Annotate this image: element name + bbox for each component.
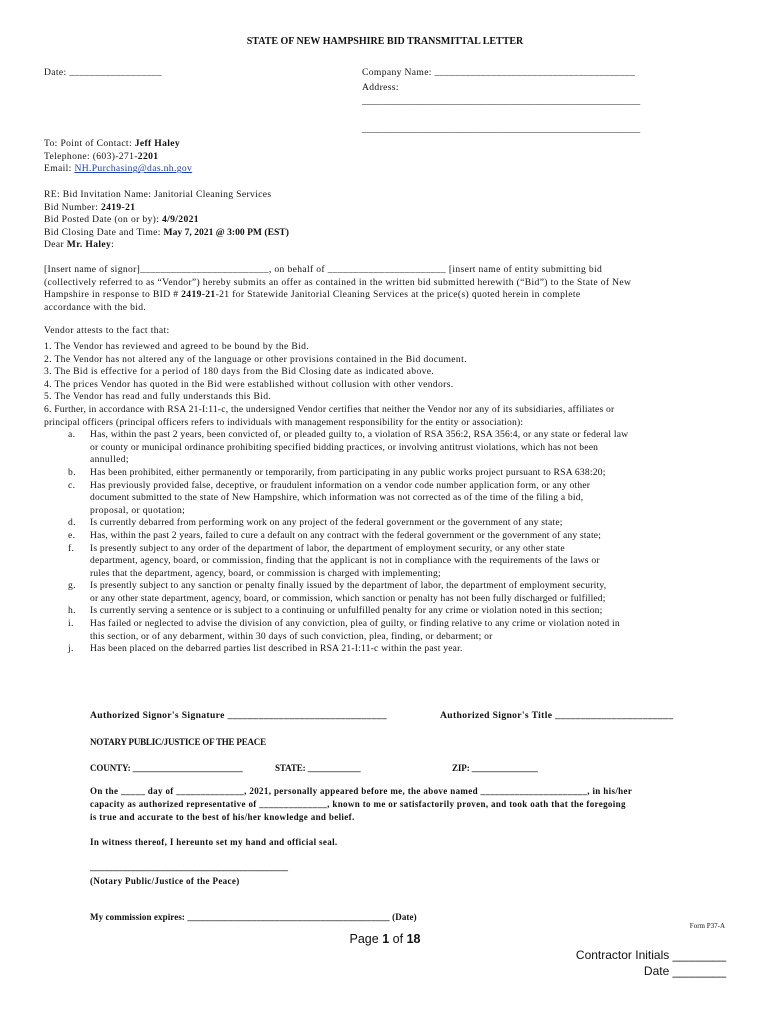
contact-label: To: Point of Contact:: [44, 138, 132, 149]
address-line-2: __________________________________________________________: [362, 124, 641, 135]
notary-paragraph: On the _____ day of ______________, 2021, personally appeared before me, the above named ______________________, in his/her capacity as authorized representative of ______________, known to me or satisfactorily proven, and took oath that the foregoing is true and accurate to the best of his/her knowledge and belief.: [90, 786, 633, 822]
signature-row: [90, 710, 720, 721]
list-item: 5. The Vendor has read and fully understands this Bid.: [44, 391, 272, 403]
bid-invitation-label: RE: Bid Invitation Name:: [44, 189, 152, 200]
address-label: Address:: [362, 82, 399, 93]
list-item: 6. Further, in accordance with RSA 21-I:11-c, the undersigned Vendor certifies that neither the Vendor nor any of its subsidiaries, affiliates or: [44, 403, 615, 415]
date-field: Date: __________________: [44, 67, 162, 78]
email-label: Email:: [44, 163, 72, 175]
notary-signature-caption: (Notary Public/Justice of the Peace): [90, 876, 240, 886]
bid-reference-suffix: -21: [215, 289, 230, 301]
notary-signature-line[interactable]: ______________________________________________: [90, 862, 288, 872]
contact-name: Jeff Haley: [134, 138, 181, 149]
intro-line: accordance with the bid.: [44, 301, 147, 313]
form-code: Form P37-A: [689, 922, 725, 930]
bid-number-label: Bid Number:: [44, 201, 99, 213]
bid-posted-label: Bid Posted Date (on or by):: [44, 214, 160, 226]
page-number: 1: [382, 932, 390, 946]
commission-expires-field[interactable]: My commission expires: ____________________________________________ (Date): [90, 912, 417, 922]
county-field[interactable]: COUNTY: _________________________: [90, 763, 243, 773]
page-indicator: [0, 932, 770, 946]
email-link[interactable]: NH.Purchasing@das.nh.gov: [74, 163, 193, 175]
page-label: Page: [349, 932, 379, 946]
phone-value: 2201: [137, 150, 159, 162]
sub-item-d: d. Is currently debarred from performing work on any project of the federal government or the government of any state;: [68, 517, 563, 529]
intro-line-end: for Statewide Janitorial Cleaning Services at the price(s) quoted herein in complete: [232, 289, 581, 301]
intro-line-start: Hampshire in response to BID #: [44, 289, 179, 301]
list-item: 2. The Vendor has not altered any of the language or other provisions contained in the Bid document.: [44, 353, 467, 365]
list-item: principal officers (principal officers refers to individuals with management responsibility for the entity or association):: [44, 416, 524, 428]
bid-invitation-value: Janitorial Cleaning Services: [154, 189, 272, 200]
list-item: 4. The prices Vendor has quoted in the Bid were established without collusion with other vendors.: [44, 378, 454, 390]
list-item: 1. The Vendor has reviewed and agreed to be bound by the Bid.: [44, 341, 310, 352]
sub-item-i: i. Has failed or neglected to advise the division of any conviction, plea of guilty, or finding relative to any crime or violation noted in this section, or of any debarment, within 30 days of such conviction, plea, finding, or debarment; or: [68, 618, 620, 642]
title-field[interactable]: Authorized Signor's Title _______________________: [440, 710, 674, 721]
page-of: of: [392, 932, 404, 946]
intro-line: [44, 289, 728, 302]
contractor-initials[interactable]: Contractor Initials ________: [575, 948, 726, 962]
intro-line: [Insert name of signor]_________________________, on behalf of _______________________ [insert name of entity submitting bid: [44, 264, 603, 275]
bid-reference: 2419-21: [181, 289, 216, 301]
sub-item-j: j. Has been placed on the debarred parties list described in RSA 21-I:11-c within the past year.: [68, 643, 463, 655]
footer-date[interactable]: Date ________: [643, 964, 726, 978]
bid-closing-value: May 7, 2021 @ 3:00 PM (EST): [163, 226, 289, 238]
sub-item-f: f. Is presently subject to any order of the department of labor, the department of employment security, or any other state department, agency, board, or commission, finding that the applicant is not in compliance with the requirements of the laws or rules that the department, agency, board, or commission is charged with implementing;: [68, 542, 600, 579]
list-item: 3. The Bid is effective for a period of 180 days from the Bid Closing date as indicated above.: [44, 366, 435, 378]
intro-paragraph: [44, 264, 728, 314]
sub-item-e: e. Has, within the past 2 years, failed to cure a default on any contract with the federal government or the government of any state;: [68, 529, 602, 541]
salutation-name: Mr. Haley: [66, 239, 112, 251]
re-block: [44, 189, 289, 252]
notary-heading: NOTARY PUBLIC/JUSTICE OF THE PEACE: [90, 737, 266, 747]
state-field[interactable]: STATE: ____________: [275, 763, 361, 773]
attests-list: [44, 341, 728, 656]
sub-item-a: a. Has, within the past 2 years, been convicted of, or pleaded guilty to, a violation of RSA 356:2, RSA 356:4, or any state or federal law or county or municipal ordinance prohibiting specified bidding practices, or involving antitrust violations, which has not been annulled;: [68, 429, 629, 466]
signature-field[interactable]: Authorized Signor's Signature _______________________________: [90, 710, 388, 721]
sub-item-c: c. Has previously provided false, deceptive, or fraudulent information on a vendor code number application form, or any other document submitted to the state of New Hampshire, which information was not corrected as of the time of the filing a bid, proposal, or quotation;: [68, 479, 591, 516]
sub-item-h: h. Is currently serving a sentence or is subject to a continuing or unfulfilled penalty for any crime or violation noted in this section;: [68, 605, 603, 617]
phone-label: Telephone: (603)-271-: [44, 150, 138, 162]
page-total: 18: [406, 932, 421, 946]
document-title: STATE OF NEW HAMPSHIRE BID TRANSMITTAL LETTER: [246, 36, 524, 47]
bid-number-value: 2419-21: [100, 201, 136, 213]
sub-item-g: g. Is presently subject to any sanction or penalty finally issued by the department of labor, the department of employment security, or any other state department, agency, board, or commission, which sanction or penalty has not been fully discharged or fulfilled;: [68, 580, 607, 604]
bid-posted-value: 4/9/2021: [161, 214, 199, 226]
attests-heading: Vendor attests to the fact that:: [44, 325, 170, 336]
intro-line: (collectively referred to as “Vendor”) hereby submits an offer as contained in the written bid submitted herewith (“Bid”) to the State of New: [44, 276, 632, 288]
sub-item-b: b. Has been prohibited, either permanently or temporarily, from participating in any public works project pursuant to RSA 638:20;: [68, 466, 606, 478]
salutation-label: Dear: [44, 239, 65, 251]
salutation-colon: :: [111, 239, 115, 251]
contact-block: [44, 138, 192, 176]
zip-field[interactable]: ZIP: _______________: [452, 763, 538, 773]
company-name-field: Company Name: _______________________________________: [362, 67, 636, 78]
witness-statement: In witness thereof, I hereunto set my hand and official seal.: [90, 837, 338, 847]
address-line-1: __________________________________________________________: [362, 96, 641, 107]
bid-closing-label: Bid Closing Date and Time:: [44, 226, 161, 238]
